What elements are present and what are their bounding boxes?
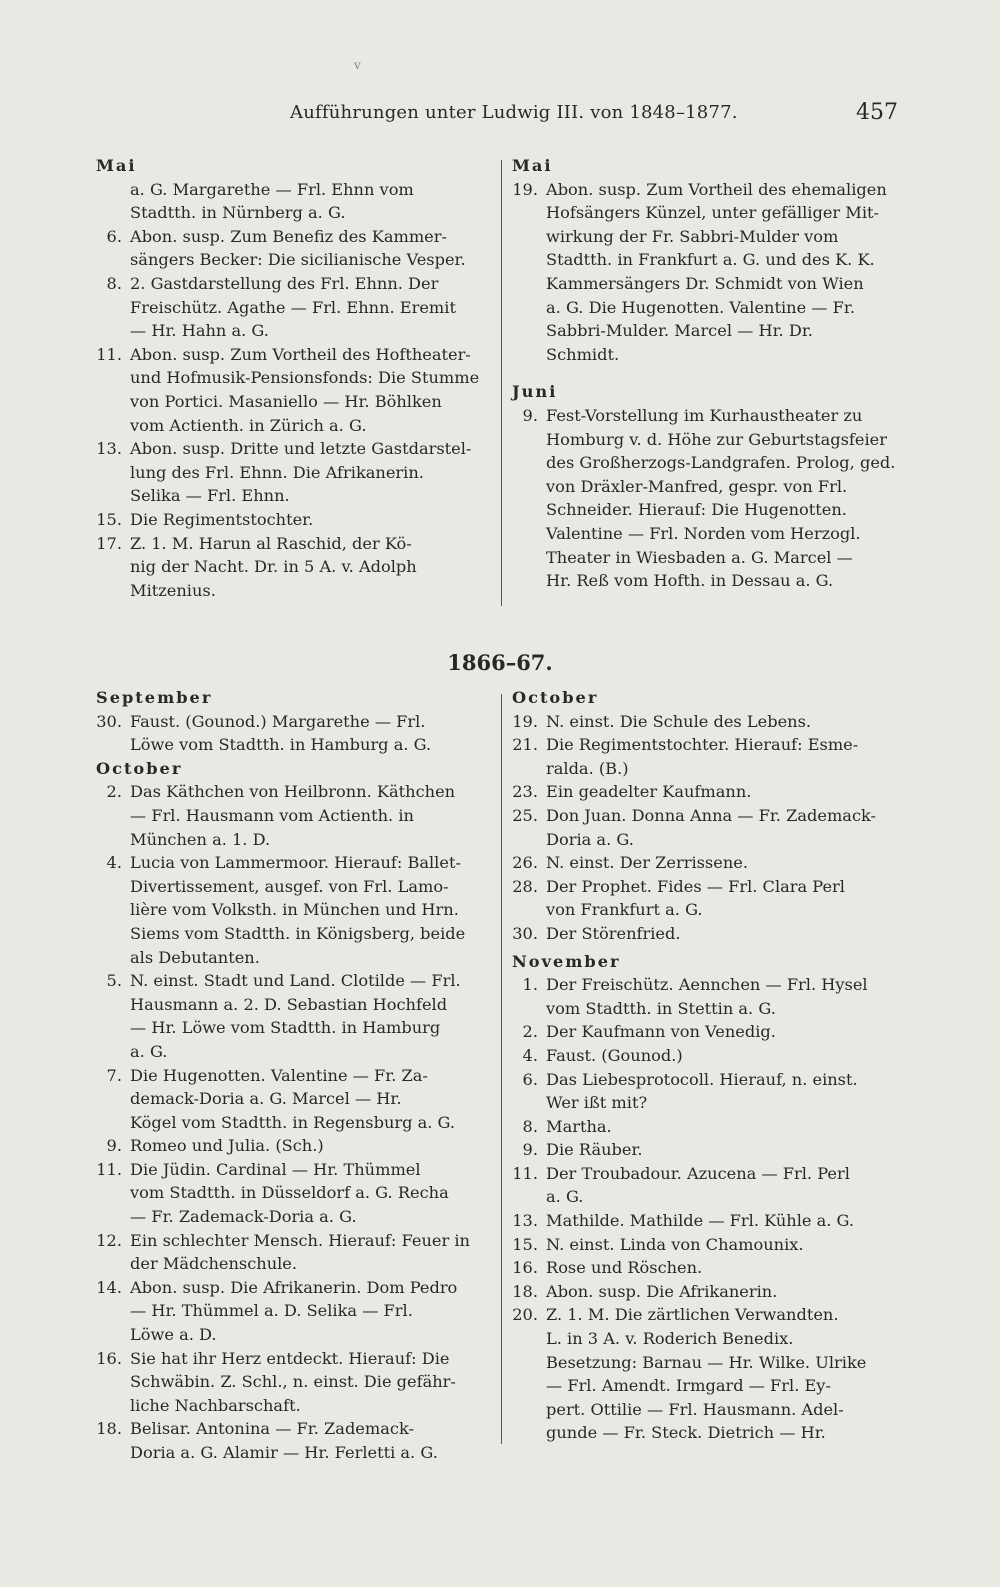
month-heading: October [96,758,183,778]
entry-text: Das Käthchen von Heilbronn. Käthchen [130,782,456,802]
entry-line [96,898,488,922]
entry-line [96,1134,488,1158]
entry-line [96,343,488,367]
entry-line [96,946,488,970]
entry-text: Das Liebesprotocoll. Hierauf, n. einst. [546,1069,858,1089]
entry-date: 9. [522,1140,538,1160]
entry-line [96,733,488,757]
entry-list [96,178,488,603]
entry-line [96,532,488,556]
entry-date: 8. [522,1116,538,1136]
entry-line [96,875,488,899]
entry-date: 17. [96,533,122,553]
entry-text: — Frl. Hausmann vom Actienth. in [130,805,414,825]
entry-line [512,828,906,852]
entry-text: Siems vom Stadtth. in Königsberg, beide [130,923,466,943]
entry-text: Mathilde. Mathilde — Frl. Kühle a. G. [546,1211,855,1231]
entry-line [96,1370,488,1394]
entry-text: Die Hugenotten. Valentine — Fr. Za- [130,1065,428,1085]
entry-text: Faust. (Gounod.) Margarethe — Frl. [130,711,426,731]
entry-date: 12. [96,1230,122,1250]
entry-text: Ein geadelter Kaufmann. [546,782,752,802]
running-head-title: Aufführungen unter Ludwig III. von 1848–1877. [290,102,738,123]
entry-line [512,178,906,202]
month-heading: Juni [512,382,558,402]
entry-line [512,757,906,781]
entry-text: a. G. Margarethe — Frl. Ehnn vom [130,179,414,199]
entry-text: Die Jüdin. Cardinal — Hr. Thümmel [130,1159,421,1179]
entry-text: lung des Frl. Ehnn. Die Afrikanerin. [130,462,424,482]
entry-line [512,1421,906,1445]
entry-text: Abon. susp. Die Afrikanerin. [546,1281,778,1301]
entry-date: 4. [106,853,122,873]
entry-text: Kammersängers Dr. Schmidt von Wien [546,273,864,293]
page-mark: v [354,58,361,72]
entry-line [96,579,488,603]
entry-text: Mitzenius. [130,580,216,600]
entry-list [512,710,906,946]
entry-text: vom Actienth. in Zürich a. G. [130,415,367,435]
column-divider [501,160,502,606]
entry-line [512,780,906,804]
entry-line [96,1394,488,1418]
entry-line [96,508,488,532]
entry-text: lière vom Volksth. in München und Hrn. [130,900,459,920]
entry-line [512,451,906,475]
entry-text: der Mädchenschule. [130,1254,298,1274]
entry-text: Der Troubadour. Azucena — Frl. Perl [546,1163,850,1183]
entry-text: Doria a. G. Alamir — Hr. Ferletti a. G. [130,1443,438,1462]
entry-line [96,922,488,946]
entry-date: 11. [96,344,122,364]
entry-line [96,484,488,508]
page-number: 457 [856,100,898,125]
entry-line [512,1256,906,1280]
entry-text: Abon. susp. Zum Benefiz des Kammer- [130,226,447,246]
entry-text: Romeo und Julia. (Sch.) [130,1136,324,1156]
entry-line [96,1441,488,1465]
entry-date: 19. [512,179,538,199]
entry-line [96,993,488,1017]
entry-line [96,1016,488,1040]
entry-text: liche Nachbarschaft. [130,1395,301,1415]
entry-text: und Hofmusik-Pensionsfonds: Die Stumme [130,368,480,388]
entry-date: 2. [522,1022,538,1042]
entry-text: Hr. Reß vom Hofth. in Dessau a. G. [546,571,834,591]
month-heading: Mai [96,156,137,175]
entry-text: Divertissement, ausgef. von Frl. Lamo- [130,876,449,896]
entry-text: a. G. [130,1041,168,1061]
entry-text: von Frankfurt a. G. [546,900,703,920]
entry-line [96,1299,488,1323]
entry-line [512,1233,906,1257]
entry-text: wirkung der Fr. Sabbri-Mulder vom [546,226,839,246]
entry-text: a. G. Die Hugenotten. Valentine — Fr. [546,297,855,317]
entry-date: 13. [512,1211,538,1231]
entry-text: — Hr. Thümmel a. D. Selika — Frl. [130,1301,413,1321]
entry-text: Homburg v. d. Höhe zur Geburtstagsfeier [546,429,888,449]
entry-text: Stadtth. in Frankfurt a. G. und des K. K. [546,250,875,270]
season-heading: 1866–67. [447,650,553,675]
entry-line [512,851,906,875]
entry-text: Wer ißt mit? [546,1093,648,1113]
entry-line [512,1374,906,1398]
entry-line [512,898,906,922]
entry-line [512,1044,906,1068]
entry-date: 19. [512,711,538,731]
entry-line [96,828,488,852]
entry-text: Der Kaufmann von Venedig. [546,1022,776,1042]
entry-text: N. einst. Der Zerrissene. [546,853,748,873]
entry-text: vom Stadtth. in Stettin a. G. [546,998,776,1018]
entry-date: 11. [96,1159,122,1179]
top-left-column [96,154,488,602]
entry-line [96,1252,488,1276]
entry-text: Hofsängers Künzel, unter gefälliger Mit- [546,203,880,223]
entry-text: gunde — Fr. Steck. Dietrich — Hr. [546,1423,826,1443]
entry-text: Die Regimentstochter. Hierauf: Esme- [546,735,859,755]
entry-text: Sie hat ihr Herz entdeckt. Hierauf: Die [130,1348,450,1368]
entry-line [96,1064,488,1088]
entry-line [96,1417,488,1441]
entry-date: 28. [512,876,538,896]
entry-line [512,319,906,343]
entry-line [512,498,906,522]
entry-date: 15. [96,509,122,529]
entry-text: Die Räuber. [546,1140,643,1160]
entry-text: Schwäbin. Z. Schl., n. einst. Die gefähr- [130,1372,456,1392]
entry-line [96,1276,488,1300]
entry-date: 2. [106,782,122,802]
entry-date: 23. [512,782,538,802]
month-heading: Mai [512,156,553,175]
entry-line [512,343,906,367]
entry-text: Schneider. Hierauf: Die Hugenotten. [546,500,847,520]
entry-line [96,319,488,343]
entry-text: Der Freischütz. Aennchen — Frl. Hysel [546,975,868,995]
entry-text: Valentine — Frl. Norden vom Herzogl. [546,523,861,543]
entry-text: Theater in Wiesbaden a. G. Marcel — [546,547,853,567]
entry-text: Don Juan. Donna Anna — Fr. Zademack- [546,805,877,825]
entry-line [96,1158,488,1182]
entry-line [96,1181,488,1205]
entry-line [512,1185,906,1209]
entry-date: 26. [512,853,538,873]
entry-line [512,1351,906,1375]
entry-text: Löwe a. D. [130,1325,217,1345]
entry-line [96,272,488,296]
entry-line [96,1347,488,1371]
entry-line [512,546,906,570]
entry-date: 21. [512,735,538,755]
bottom-left-column [96,686,488,1465]
entry-line [512,296,906,320]
entry-date: 30. [512,923,538,943]
entry-text: Kögel vom Stadtth. in Regensburg a. G. [130,1112,456,1132]
entry-text: Der Störenfried. [546,923,681,943]
entry-line [512,1303,906,1327]
entry-date: 11. [512,1163,538,1183]
entry-date: 18. [512,1281,538,1301]
entry-text: Hausmann a. 2. D. Sebastian Hochfeld [130,994,448,1014]
entry-date: 15. [512,1234,538,1254]
entry-list [96,710,488,757]
entry-date: 6. [522,1069,538,1089]
entry-text: Besetzung: Barnau — Hr. Wilke. Ulrike [546,1352,867,1372]
entry-text: Z. 1. M. Harun al Raschid, der Kö- [130,533,412,553]
entry-text: Fest-Vorstellung im Kurhaustheater zu [546,405,863,425]
entry-line [512,1091,906,1115]
entry-text: Abon. susp. Die Afrikanerin. Dom Pedro [130,1277,458,1297]
entry-line [512,710,906,734]
entry-text: Abon. susp. Dritte und letzte Gastdarstel- [130,439,472,459]
entry-text: vom Stadtth. in Düsseldorf a. G. Recha [130,1183,449,1203]
entry-date: 13. [96,439,122,459]
entry-line [512,1209,906,1233]
entry-line [96,1040,488,1064]
entry-list [512,973,906,1445]
entry-text: von Dräxler-Manfred, gespr. von Frl. [546,476,848,496]
entry-date: 6. [106,226,122,246]
entry-text: nig der Nacht. Dr. in 5 A. v. Adolph [130,557,417,577]
entry-text: Abon. susp. Zum Vortheil des ehemaligen [546,179,887,199]
entry-text: N. einst. Linda von Chamounix. [546,1234,804,1254]
entry-line [512,225,906,249]
entry-line [512,404,906,428]
entry-line [96,851,488,875]
column-divider [501,694,502,1444]
entry-text: des Großherzogs-Landgrafen. Prolog, ged. [546,453,896,473]
entry-date: 20. [512,1305,538,1325]
entry-text: Die Regimentstochter. [130,509,314,529]
entry-text: Löwe vom Stadtth. in Hamburg a. G. [130,735,432,755]
entry-date: 16. [96,1348,122,1368]
entry-line [512,1398,906,1422]
entry-line [96,1229,488,1253]
entry-line [512,1068,906,1092]
entry-line [96,1205,488,1229]
entry-text: — Hr. Hahn a. G. [130,321,269,341]
entry-text: sängers Becker: Die sicilianische Vesper. [130,250,466,270]
entry-text: Der Prophet. Fides — Frl. Clara Perl [546,876,845,896]
entry-line [96,225,488,249]
entry-line [96,1111,488,1135]
entry-text: L. in 3 A. v. Roderich Benedix. [546,1329,794,1349]
entry-text: 2. Gastdarstellung des Frl. Ehnn. Der [130,273,439,293]
entry-line [512,428,906,452]
entry-line [512,875,906,899]
entry-date: 25. [512,805,538,825]
entry-line [512,922,906,946]
entry-line [512,1162,906,1186]
month-heading: November [512,951,621,971]
entry-text: Z. 1. M. Die zärtlichen Verwandten. [546,1305,839,1325]
entry-line [512,248,906,272]
entry-line [512,733,906,757]
entry-line [96,248,488,272]
entry-line [512,1138,906,1162]
entry-date: 30. [96,711,122,731]
entry-text: — Frl. Amendt. Irmgard — Frl. Ey- [546,1376,831,1396]
entry-text: Sabbri-Mulder. Marcel — Hr. Dr. [546,321,813,341]
entry-list [96,780,488,1464]
entry-line [512,522,906,546]
entry-text: Rose und Röschen. [546,1258,703,1278]
entry-text: Martha. [546,1116,612,1136]
entry-date: 14. [96,1277,122,1297]
entry-date: 4. [522,1045,538,1065]
entry-text: N. einst. Die Schule des Lebens. [546,711,812,731]
entry-line [96,296,488,320]
entry-line [512,201,906,225]
entry-date: 8. [106,273,122,293]
entry-date: 16. [512,1258,538,1278]
entry-text: Schmidt. [546,344,620,364]
entry-text: N. einst. Stadt und Land. Clotilde — Frl. [130,971,461,991]
entry-text: Abon. susp. Zum Vortheil des Hoftheater- [130,344,471,364]
entry-date: 1. [522,975,538,995]
entry-text: Faust. (Gounod.) [546,1045,683,1065]
entry-text: von Portici. Masaniello — Hr. Böhlken [130,391,442,411]
bottom-right-column [512,686,906,1445]
entry-line [512,1327,906,1351]
entry-text: — Fr. Zademack-Doria a. G. [130,1207,357,1227]
entry-date: 7. [106,1065,122,1085]
entry-text: demack-Doria a. G. Marcel — Hr. [130,1089,402,1109]
entry-text: als Debutanten. [130,947,260,967]
running-head [0,102,1000,132]
entry-line [96,969,488,993]
month-heading: September [96,688,213,707]
entry-text: Freischütz. Agathe — Frl. Ehnn. Eremit [130,297,456,317]
entry-line [96,201,488,225]
entry-line [96,1323,488,1347]
entry-line [512,1280,906,1304]
entry-list [512,404,906,593]
entry-text: Stadtth. in Nürnberg a. G. [130,203,346,223]
entry-line [512,569,906,593]
entry-line [512,272,906,296]
month-heading: October [512,688,599,707]
entry-line [96,555,488,579]
entry-list [512,178,906,367]
entry-line [96,1087,488,1111]
entry-line [512,804,906,828]
entry-line [96,780,488,804]
entry-date: 9. [106,1136,122,1156]
entry-text: pert. Ottilie — Frl. Hausmann. Adel- [546,1399,844,1419]
entry-line [512,997,906,1021]
entry-line [96,390,488,414]
entry-text: — Hr. Löwe vom Stadtth. in Hamburg [130,1018,441,1038]
entry-line [512,1020,906,1044]
entry-line [96,437,488,461]
entry-date: 18. [96,1419,122,1439]
entry-text: Ein schlechter Mensch. Hierauf: Feuer in [130,1230,470,1250]
entry-line [96,414,488,438]
entry-line [96,178,488,202]
entry-text: Lucia von Lammermoor. Hierauf: Ballet- [130,853,461,873]
entry-text: Belisar. Antonina — Fr. Zademack- [130,1419,414,1439]
entry-text: München a. 1. D. [130,829,271,849]
entry-text: a. G. [546,1187,584,1207]
entry-line [512,973,906,997]
top-right-column [512,154,906,593]
entry-line [96,461,488,485]
entry-line [96,366,488,390]
entry-line [96,804,488,828]
entry-text: Doria a. G. [546,829,634,849]
entry-text: ralda. (B.) [546,758,629,778]
entry-text: Selika — Frl. Ehnn. [130,486,290,506]
entry-line [512,475,906,499]
entry-line [96,710,488,734]
entry-line [512,1115,906,1139]
entry-date: 5. [106,971,122,991]
entry-date: 9. [522,405,538,425]
